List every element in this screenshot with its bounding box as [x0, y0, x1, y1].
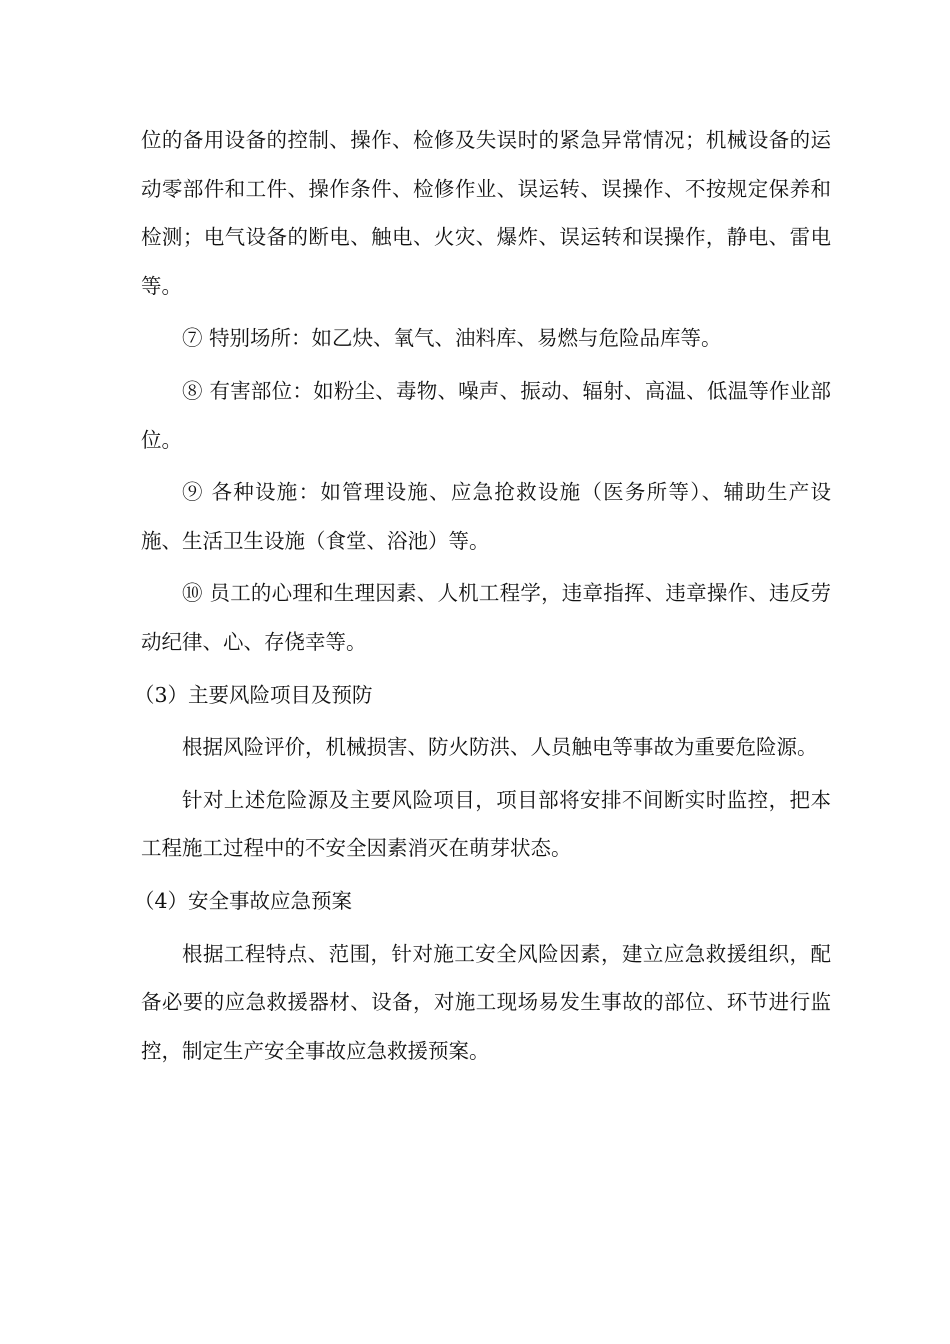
section-heading-3: （3）主要风险项目及预防 [134, 682, 373, 707]
document-body [134, 116, 831, 1079]
paragraph-item-8: ⑧ 有害部位：如粉尘、毒物、噪声、振动、辐射、高温、低温等作业部位。 [141, 378, 831, 452]
paragraph-risk-evaluation: 根据风险评价，机械损害、防火防洪、人员触电等事故为重要危险源。 [182, 735, 818, 760]
paragraph-monitoring: 针对上述危险源及主要风险项目，项目部将安排不间断实时监控，把本工程施工过程中的不安全因素消灭在萌芽状态。 [141, 787, 831, 861]
paragraph-item-10: ⑩ 员工的心理和生理因素、人机工程学，违章指挥、违章操作、违反劳动纪律、心、存侥幸等。 [141, 581, 831, 654]
section-heading-4: （4）安全事故应急预案 [134, 888, 353, 913]
paragraph-item-9: ⑨ 各种设施：如管理设施、应急抢救设施（医务所等）、辅助生产设施、生活卫生设施（食堂、浴池）等。 [141, 480, 831, 553]
paragraph-equipment-continued: 位的备用设备的控制、操作、检修及失误时的紧急异常情况；机械设备的运动零部件和工件、操作条件、检修作业、误运转、误操作、不按规定保养和检测；电气设备的断电、触电、火灾、爆炸、误运转和误操作，静电、雷电等。 [141, 128, 831, 298]
paragraph-emergency-plan: 根据工程特点、范围，针对施工安全风险因素，建立应急救援组织，配备必要的应急救援器材、设备，对施工现场易发生事故的部位、环节进行监控，制定生产安全事故应急救援预案。 [141, 941, 831, 1063]
paragraph-item-7: ⑦ 特别场所：如乙炔、氧气、油料库、易燃与危险品库等。 [182, 326, 722, 351]
